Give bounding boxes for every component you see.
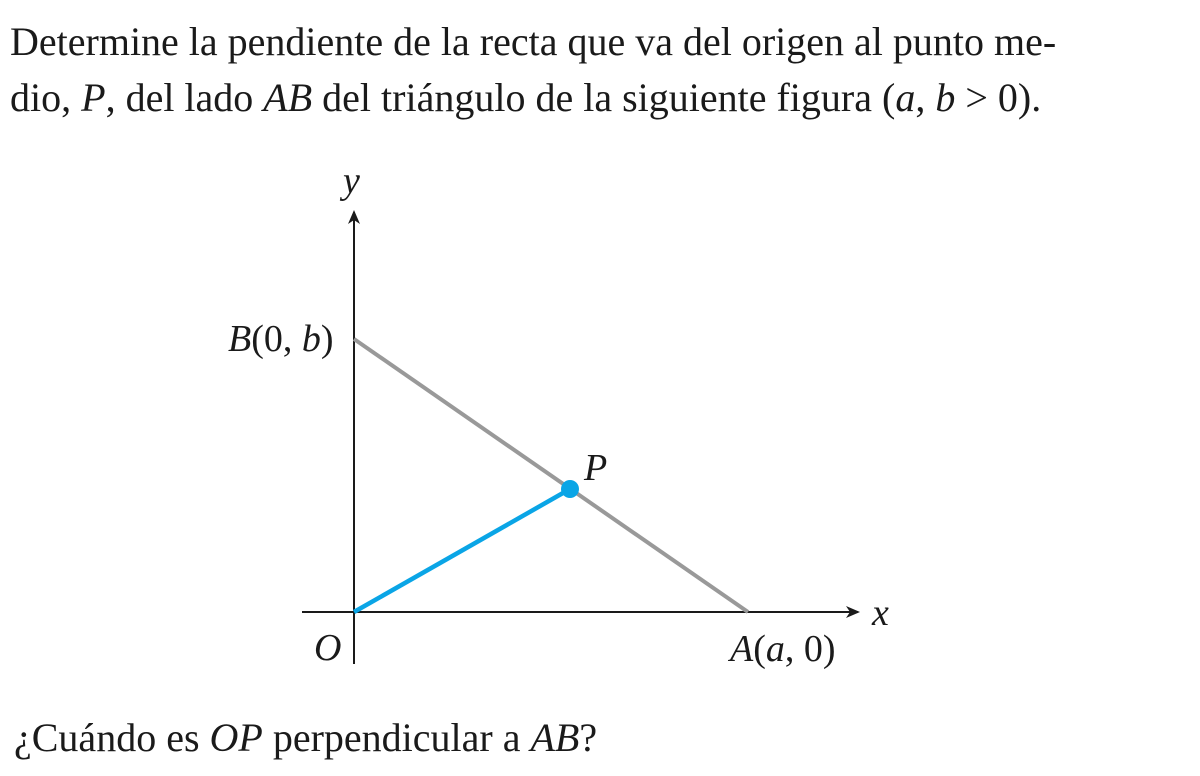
problem-text-comma: , <box>915 75 936 120</box>
midpoint-p-dot <box>561 480 579 498</box>
variable-a: a <box>895 75 916 120</box>
y-axis-label: y <box>343 160 360 202</box>
problem-text-dio: dio, <box>10 75 82 120</box>
variable-b: b <box>935 75 956 120</box>
problem-text-line1: Determine la pendiente de la recta que va del origen al punto me- <box>10 19 1057 64</box>
origin-label: O <box>314 627 342 669</box>
segment-op <box>354 489 570 612</box>
point-b-label: B(0, b) <box>228 318 334 360</box>
variable-p: P <box>81 75 106 120</box>
question-text-end: ? <box>579 715 598 760</box>
segment-ab <box>354 339 748 612</box>
question <box>14 712 597 764</box>
midpoint-p-label: P <box>584 447 608 489</box>
problem-text-condition: > 0). <box>955 75 1042 120</box>
problem-text-del-lado: , del lado <box>105 75 264 120</box>
point-a-label: A(a, 0) <box>730 628 836 670</box>
variable-ab: AB <box>263 75 313 120</box>
question-text-start: ¿Cuándo es <box>14 715 210 760</box>
variable-op: OP <box>209 715 263 760</box>
problem-text-triangulo: del triángulo de la siguiente figura ( <box>312 75 896 120</box>
variable-ab-question: AB <box>530 715 580 760</box>
x-axis-label: x <box>872 592 889 634</box>
question-text-mid: perpendicular a <box>262 715 531 760</box>
